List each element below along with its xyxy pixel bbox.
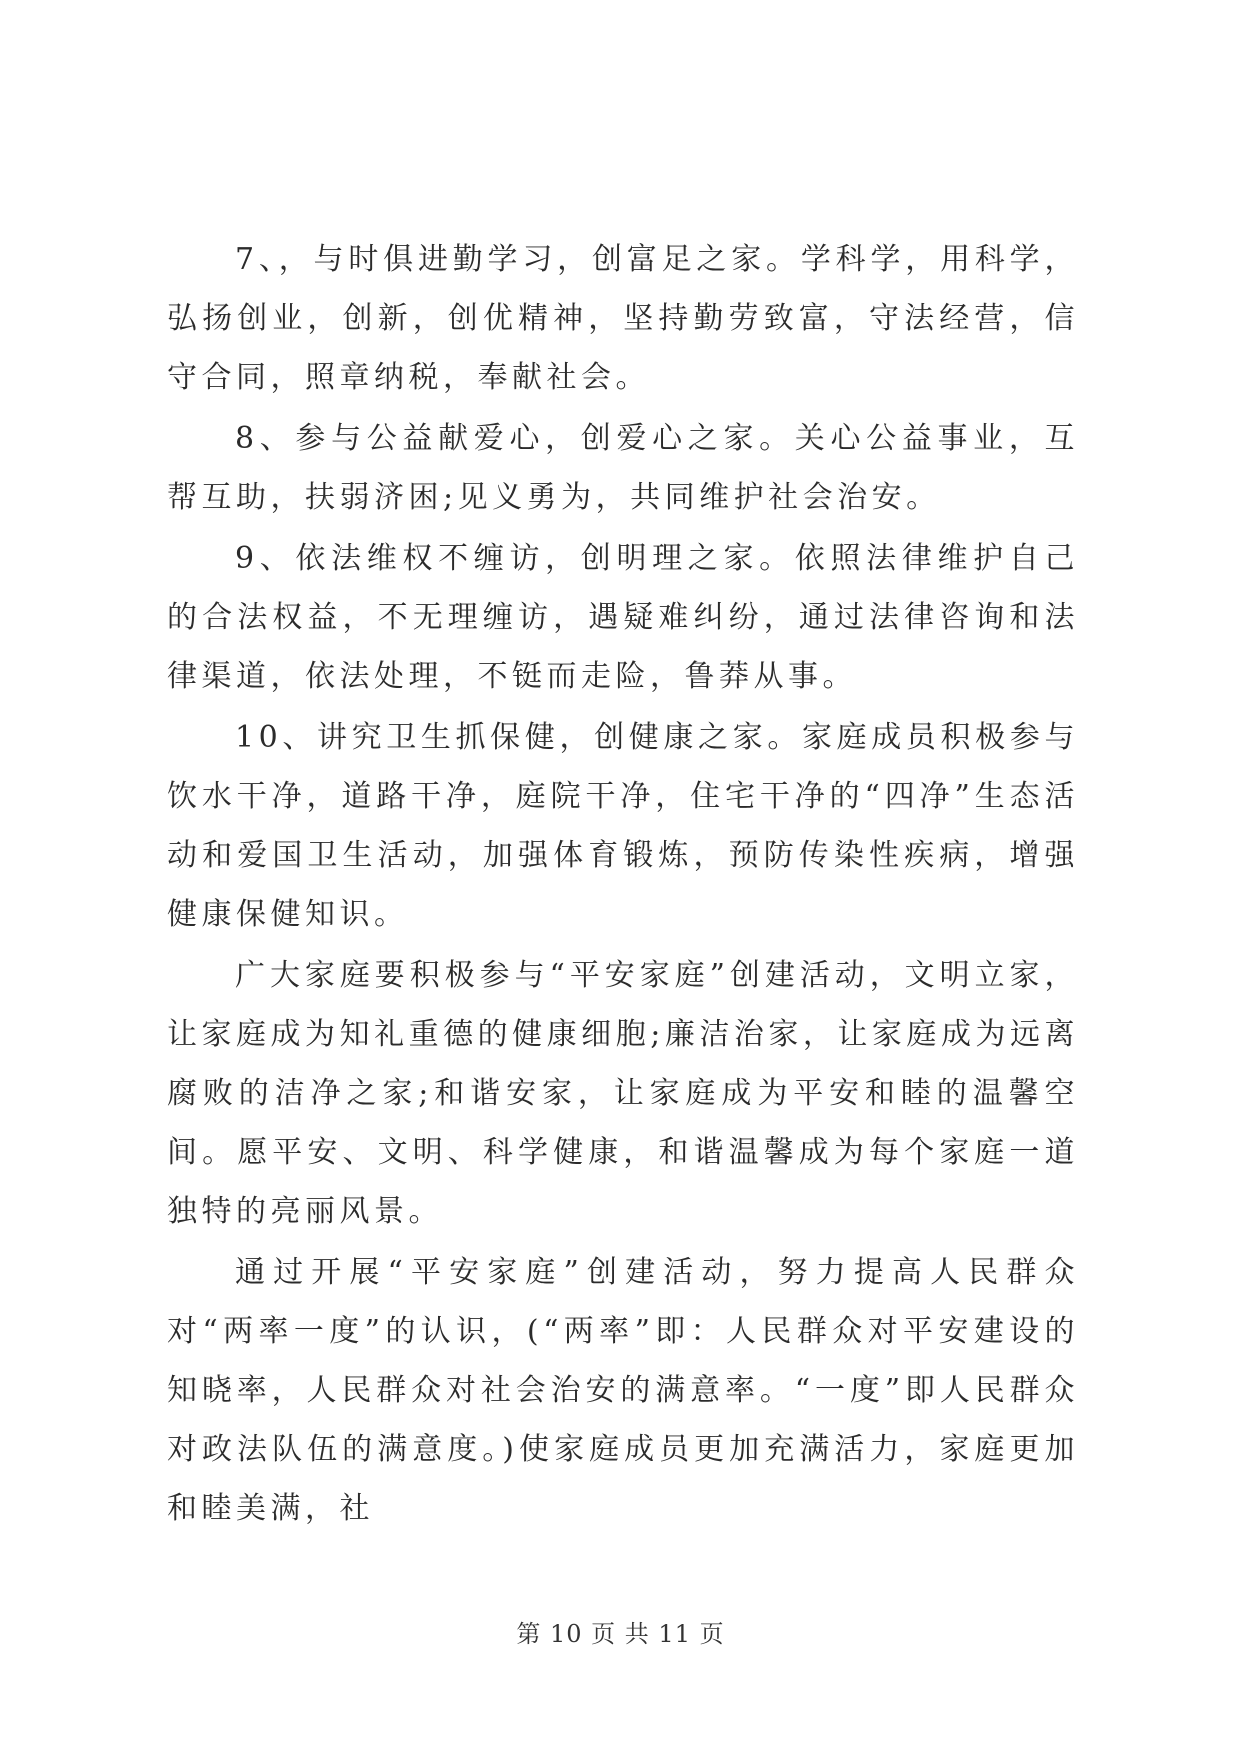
paragraph-item-8: 8、参与公益献爱心，创爱心之家。关心公益事业，互帮互助，扶弱济困;见义勇为，共同维护社会治安。 xyxy=(167,421,1079,515)
paragraph-item-7: 7、，与时俱进勤学习，创富足之家。学科学，用科学，弘扬创业，创新，创优精神，坚持勤劳致富，守法经营，信守合同，照章纳税，奉献社会。 xyxy=(167,242,1079,395)
paragraph-item-10: 10、讲究卫生抓保健，创健康之家。家庭成员积极参与饮水干净，道路干净，庭院干净，住宅干净的“四净”生态活动和爱国卫生活动，加强体育锻炼，预防传染性疾病，增强健康保健知识。 xyxy=(167,720,1079,932)
paragraph-family-appeal: 广大家庭要积极参与“平安家庭”创建活动，文明立家，让家庭成为知礼重德的健康细胞;廉洁治家，让家庭成为远离腐败的洁净之家;和谐安家，让家庭成为平安和睦的温馨空间。愿平安、文明、科学健康，和谐温馨成为每个家庭一道独特的亮丽风景。 xyxy=(167,958,1079,1229)
paragraph-item-9: 9、依法维权不缠访，创明理之家。依照法律维护自己的合法权益，不无理缠访，遇疑难纠纷，通过法律咨询和法律渠道，依法处理，不铤而走险，鲁莽从事。 xyxy=(167,541,1079,694)
paragraph-campaign-goal: 通过开展“平安家庭”创建活动，努力提高人民群众对“两率一度”的认识，(“两率”即：人民群众对平安建设的知晓率，人民群众对社会治安的满意率。“一度”即人民群众对政法队伍的满意度。)使家庭成员更加充满活力，家庭更加和睦美满，社 xyxy=(167,1255,1079,1526)
document-body xyxy=(167,230,1079,1538)
page-number-footer: 第 10 页 共 11 页 xyxy=(516,1620,725,1648)
